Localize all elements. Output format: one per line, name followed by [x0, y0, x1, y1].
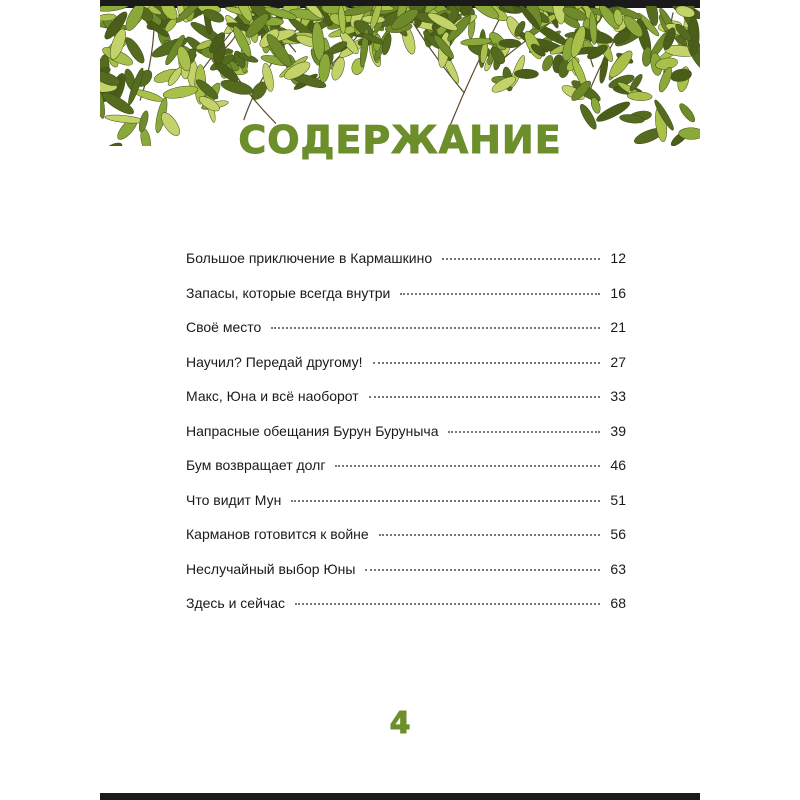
leaf — [669, 67, 692, 83]
table-of-contents — [186, 250, 626, 630]
toc-row[interactable] — [186, 285, 626, 320]
toc-entry-title: Макс, Юна и всё наоборот — [186, 388, 359, 404]
toc-entry-page: 12 — [610, 250, 626, 266]
toc-leader-dots — [335, 465, 600, 467]
toc-entry-title: Напрасные обещания Бурун Буруныча — [186, 422, 439, 439]
leaf — [499, 39, 521, 48]
toc-leader-dots — [400, 293, 600, 295]
toc-row[interactable] — [186, 561, 626, 596]
toc-row[interactable] — [186, 388, 626, 423]
toc-entry-page: 56 — [610, 526, 626, 542]
toc-row[interactable] — [186, 595, 626, 630]
bottom-border — [100, 793, 700, 800]
toc-entry-title: Здесь и сейчас — [186, 595, 285, 611]
toc-leader-dots — [271, 327, 600, 329]
toc-entry-page: 27 — [610, 353, 626, 370]
toc-entry-title: Бум возвращает долг — [186, 457, 326, 473]
leaf — [627, 91, 652, 101]
toc-leader-dots — [448, 431, 600, 433]
toc-leader-dots — [365, 569, 600, 571]
leaf — [162, 84, 199, 101]
toc-entry-title: Что видит Мун — [186, 491, 282, 508]
toc-row[interactable] — [186, 492, 626, 527]
toc-leader-dots — [442, 258, 600, 260]
toc-entry-page: 63 — [610, 560, 626, 577]
toc-entry-title: Запасы, которые всегда внутри — [186, 284, 391, 301]
toc-entry-page: 39 — [610, 422, 626, 439]
toc-entry-page: 21 — [610, 319, 626, 335]
toc-entry-page: 51 — [610, 491, 626, 508]
toc-entry-page: 68 — [610, 595, 626, 611]
toc-entry-page: 33 — [610, 388, 626, 404]
toc-row[interactable] — [186, 250, 626, 285]
toc-leader-dots — [369, 396, 601, 398]
toc-entry-title: Неслучайный выбор Юны — [186, 560, 356, 577]
toc-row[interactable] — [186, 423, 626, 458]
toc-leader-dots — [379, 534, 601, 536]
leaf — [514, 69, 538, 79]
page-title: СОДЕРЖАНИЕ — [238, 118, 562, 162]
toc-row[interactable] — [186, 526, 626, 561]
toc-entry-title: Своё место — [186, 319, 262, 335]
toc-row[interactable] — [186, 319, 626, 354]
toc-entry-title: Карманов готовится к войне — [186, 526, 369, 542]
toc-entry-page: 16 — [610, 284, 626, 301]
toc-row[interactable] — [186, 457, 626, 492]
toc-entry-title: Большое приключение в Кармашкино — [186, 250, 433, 266]
toc-entry-page: 46 — [610, 457, 626, 473]
toc-leader-dots — [291, 500, 600, 502]
toc-row[interactable] — [186, 354, 626, 389]
page-number: 4 — [389, 706, 411, 741]
toc-leader-dots — [373, 362, 601, 364]
toc-leader-dots — [295, 603, 600, 605]
toc-entry-title: Научил? Передай другому! — [186, 353, 363, 370]
